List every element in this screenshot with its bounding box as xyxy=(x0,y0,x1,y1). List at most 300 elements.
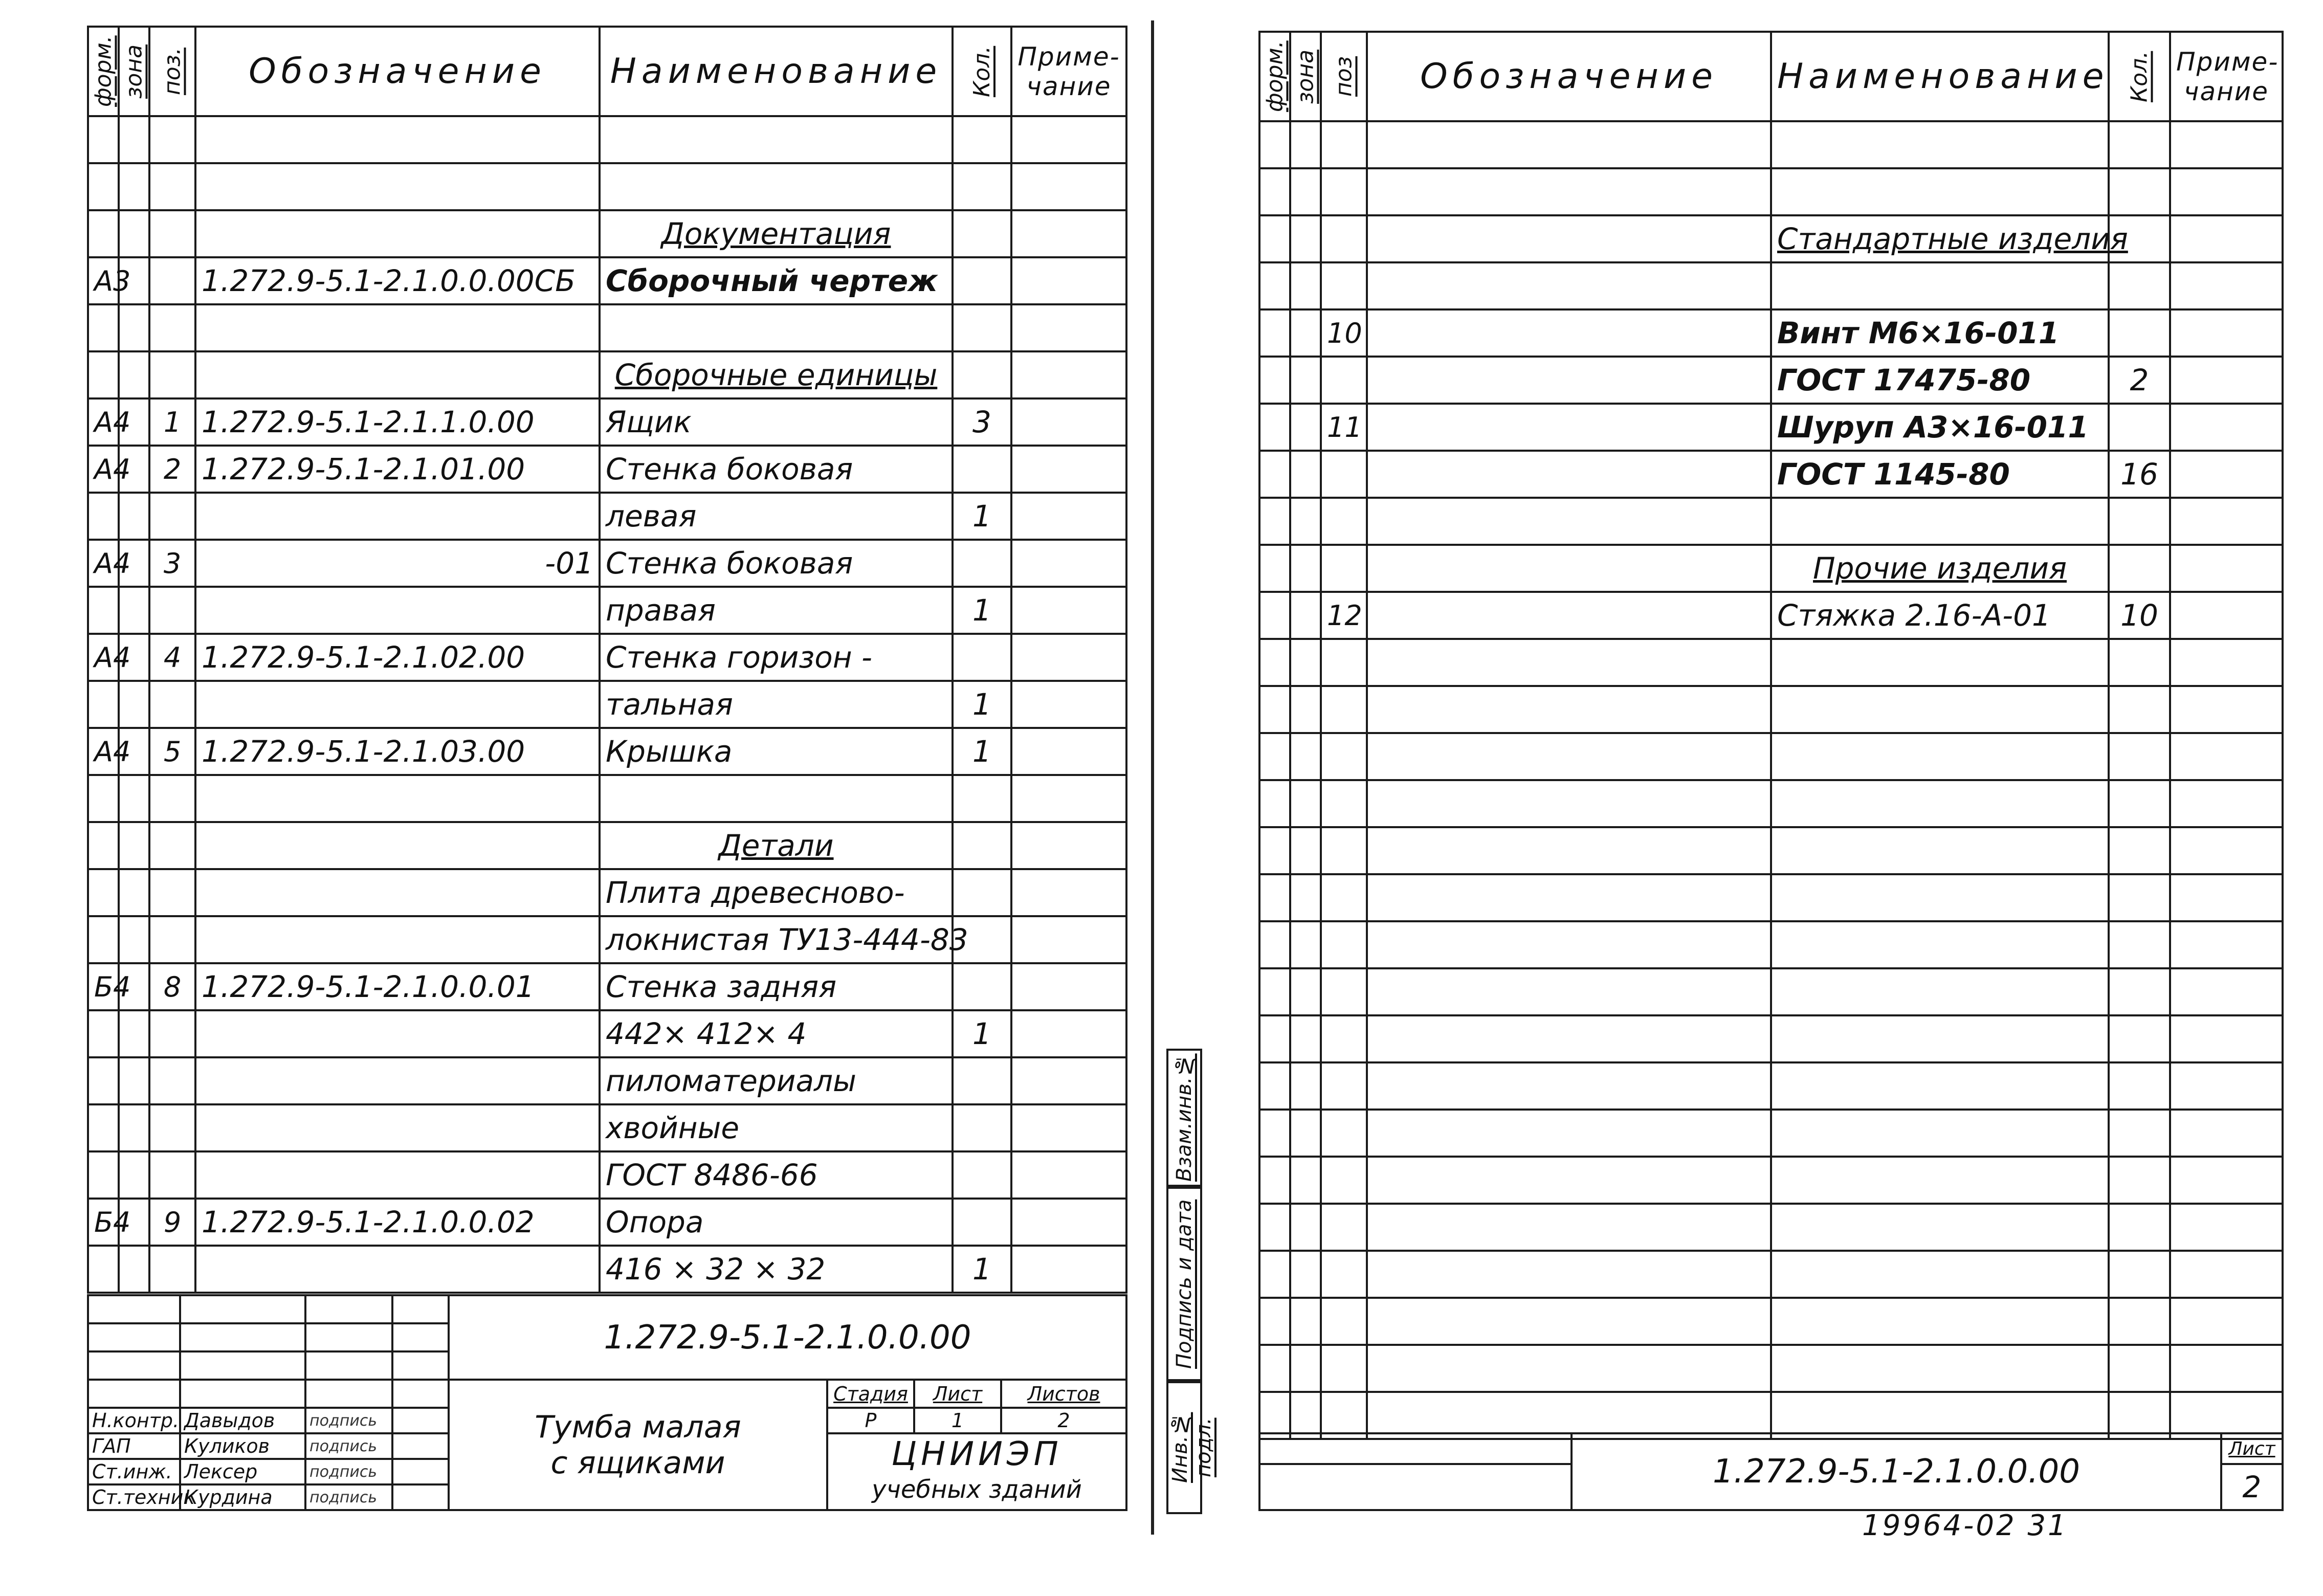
cell-format xyxy=(1259,1110,1290,1157)
cell-name xyxy=(1771,121,2109,168)
cell-quantity xyxy=(2109,921,2170,968)
cell-zone xyxy=(1290,592,1321,639)
cell-format xyxy=(1259,404,1290,451)
cell-quantity xyxy=(953,446,1011,493)
cell-quantity xyxy=(2109,639,2170,686)
cell-name: Документация xyxy=(600,210,953,257)
cell-designation: 1.272.9-5.1-2.1.03.00 xyxy=(195,728,600,775)
table-row xyxy=(88,963,1126,1010)
cell-designation xyxy=(1367,592,1771,639)
cell-designation xyxy=(1367,168,1771,215)
cell-designation xyxy=(1367,1251,1771,1298)
cell-quantity xyxy=(2109,1110,2170,1157)
cell-designation: 1.272.9-5.1-2.1.0.0.00СБ xyxy=(195,257,600,304)
cell-note xyxy=(1011,1104,1126,1151)
cell-zone xyxy=(119,587,149,634)
org-line1: ЦНИИЭП xyxy=(891,1435,1063,1473)
cell-designation: 1.272.9-5.1-2.1.0.0.02 xyxy=(195,1199,600,1246)
cell-name xyxy=(1771,262,2109,309)
table-row xyxy=(88,304,1126,351)
footer-block xyxy=(1258,1432,2284,1511)
signature-3: подпись xyxy=(305,1484,392,1510)
cell-note xyxy=(2170,545,2283,592)
cell-zone xyxy=(1290,874,1321,921)
side-label-0: Взам.инв.№ xyxy=(1172,1053,1196,1182)
cell-note xyxy=(2170,262,2283,309)
cell-zone xyxy=(1290,921,1321,968)
role-2: Ст.инж. xyxy=(88,1459,180,1484)
cell-zone xyxy=(119,1151,149,1199)
title-item-line1: Тумба малая xyxy=(535,1409,741,1445)
cell-zone xyxy=(1290,215,1321,262)
cell-name: Детали xyxy=(600,822,953,869)
header-designation: Обозначение xyxy=(195,27,600,116)
cell-designation xyxy=(1367,309,1771,357)
cell-format xyxy=(88,304,119,351)
cell-designation: 1.272.9-5.1-2.1.0.0.01 xyxy=(195,963,600,1010)
table-row xyxy=(1259,874,2283,921)
cell-position xyxy=(149,869,195,916)
cell-name: Сборочные единицы xyxy=(600,351,953,398)
cell-position xyxy=(1321,168,1367,215)
cell-format: А4 xyxy=(88,398,119,446)
cell-designation xyxy=(1367,1345,1771,1392)
cell-note xyxy=(1011,916,1126,963)
cell-position xyxy=(1321,1345,1367,1392)
cell-zone xyxy=(119,1104,149,1151)
cell-designation: 1.272.9-5.1-2.1.1.0.00 xyxy=(195,398,600,446)
cell-name xyxy=(1771,780,2109,827)
cell-format: А4 xyxy=(88,540,119,587)
cell-quantity xyxy=(2109,1157,2170,1204)
side-label-signature xyxy=(1166,1187,1202,1381)
cell-format xyxy=(88,493,119,540)
cell-position: 4 xyxy=(149,634,195,681)
spec-sheet-1 xyxy=(0,0,1156,1596)
cell-note xyxy=(2170,686,2283,733)
cell-position xyxy=(149,493,195,540)
cell-position: 10 xyxy=(1321,309,1367,357)
cell-note xyxy=(1011,304,1126,351)
cell-designation xyxy=(195,822,600,869)
cell-format: А4 xyxy=(88,446,119,493)
cell-format xyxy=(1259,780,1290,827)
cell-designation xyxy=(1367,733,1771,780)
header-quantity: Кол. xyxy=(953,27,1011,116)
cell-note xyxy=(2170,1157,2283,1204)
header-name: Наименование xyxy=(600,27,953,116)
cell-name: Ящик xyxy=(600,398,953,446)
cell-name xyxy=(1771,1015,2109,1062)
cell-name: Сборочный чертеж xyxy=(600,257,953,304)
cell-zone xyxy=(119,116,149,163)
organization xyxy=(827,1433,1126,1510)
cell-zone xyxy=(1290,686,1321,733)
cell-zone xyxy=(119,163,149,210)
cell-designation xyxy=(195,869,600,916)
cell-name xyxy=(1771,1251,2109,1298)
cell-note xyxy=(1011,398,1126,446)
cell-quantity xyxy=(2109,1298,2170,1345)
table-row xyxy=(88,540,1126,587)
cell-format xyxy=(88,869,119,916)
table-row xyxy=(88,351,1126,398)
table-row xyxy=(88,775,1126,822)
cell-name xyxy=(1771,1345,2109,1392)
header-row xyxy=(88,27,1126,116)
cell-note xyxy=(1011,587,1126,634)
cell-name xyxy=(600,304,953,351)
cell-note xyxy=(1011,446,1126,493)
cell-position xyxy=(149,822,195,869)
cell-name xyxy=(1771,921,2109,968)
cell-name: Крышка xyxy=(600,728,953,775)
cell-quantity xyxy=(953,822,1011,869)
cell-name: тальная xyxy=(600,681,953,728)
cell-name: ГОСТ 8486-66 xyxy=(600,1151,953,1199)
cell-position xyxy=(149,587,195,634)
cell-format xyxy=(1259,1345,1290,1392)
cell-name xyxy=(1771,168,2109,215)
cell-name xyxy=(1771,1110,2109,1157)
sheets-label: Листов xyxy=(1001,1380,1126,1408)
cell-position xyxy=(149,775,195,822)
cell-designation xyxy=(1367,357,1771,404)
cell-designation xyxy=(1367,1204,1771,1251)
cell-note xyxy=(2170,1204,2283,1251)
cell-zone xyxy=(119,493,149,540)
cell-format xyxy=(1259,827,1290,874)
cell-name xyxy=(1771,1157,2109,1204)
cell-note xyxy=(1011,493,1126,540)
table-row xyxy=(88,728,1126,775)
cell-format xyxy=(1259,733,1290,780)
role-0: Н.контр. xyxy=(88,1408,180,1433)
cell-position: 8 xyxy=(149,963,195,1010)
cell-designation: 1.272.9-5.1-2.1.01.00 xyxy=(195,446,600,493)
cell-format: А3 xyxy=(88,257,119,304)
cell-name xyxy=(1771,1298,2109,1345)
cell-note xyxy=(2170,309,2283,357)
table-row xyxy=(1259,1251,2283,1298)
table-row xyxy=(88,869,1126,916)
cell-format xyxy=(1259,592,1290,639)
cell-designation xyxy=(195,1151,600,1199)
name-2: Лексер xyxy=(180,1459,305,1484)
cell-zone xyxy=(1290,1062,1321,1110)
cell-name xyxy=(600,163,953,210)
footer-sheet-number: 2 xyxy=(2221,1464,2283,1510)
cell-zone xyxy=(119,210,149,257)
cell-note xyxy=(1011,775,1126,822)
cell-name: Стенка горизон - xyxy=(600,634,953,681)
cell-quantity xyxy=(2109,827,2170,874)
cell-format xyxy=(88,163,119,210)
cell-position xyxy=(149,1010,195,1057)
cell-designation xyxy=(1367,545,1771,592)
cell-designation xyxy=(1367,874,1771,921)
table-row xyxy=(88,587,1126,634)
cell-name: левая xyxy=(600,493,953,540)
sheet-label: Лист xyxy=(914,1380,1001,1408)
cell-zone xyxy=(1290,309,1321,357)
cell-zone xyxy=(1290,1204,1321,1251)
cell-position xyxy=(1321,780,1367,827)
cell-designation: -01 xyxy=(195,540,600,587)
cell-note xyxy=(2170,874,2283,921)
cell-note xyxy=(1011,1151,1126,1199)
cell-position xyxy=(1321,1251,1367,1298)
cell-note xyxy=(1011,210,1126,257)
cell-quantity xyxy=(2109,168,2170,215)
cell-designation xyxy=(1367,1110,1771,1157)
cell-note xyxy=(1011,822,1126,869)
cell-quantity xyxy=(953,1151,1011,1199)
cell-position xyxy=(1321,1062,1367,1110)
table-row xyxy=(1259,1062,2283,1110)
cell-format xyxy=(1259,121,1290,168)
cell-zone xyxy=(1290,968,1321,1015)
cell-name xyxy=(1771,968,2109,1015)
cell-zone xyxy=(119,1010,149,1057)
cell-quantity xyxy=(2109,733,2170,780)
cell-designation xyxy=(1367,968,1771,1015)
table-row xyxy=(1259,404,2283,451)
sheet-value: 1 xyxy=(914,1408,1001,1433)
footer-sheet-label: Лист xyxy=(2221,1433,2283,1464)
cell-quantity xyxy=(953,1104,1011,1151)
table-row xyxy=(1259,309,2283,357)
table-row xyxy=(88,1151,1126,1199)
cell-zone xyxy=(1290,121,1321,168)
cell-position: 3 xyxy=(149,540,195,587)
cell-designation xyxy=(195,587,600,634)
cell-quantity xyxy=(2109,498,2170,545)
spec-table-sheet-1 xyxy=(87,26,1127,1294)
cell-note xyxy=(1011,634,1126,681)
cell-format xyxy=(88,1246,119,1293)
cell-format xyxy=(1259,1298,1290,1345)
cell-quantity xyxy=(2109,121,2170,168)
title-doc-code: 1.272.9-5.1-2.1.0.0.00 xyxy=(449,1295,1126,1380)
cell-name xyxy=(600,775,953,822)
cell-name: Стенка задняя xyxy=(600,963,953,1010)
side-label-1: Подпись и дата xyxy=(1172,1199,1196,1369)
header-zone: зона xyxy=(119,27,149,116)
table-row xyxy=(1259,451,2283,498)
cell-format xyxy=(88,1010,119,1057)
cell-note xyxy=(2170,121,2283,168)
cell-position xyxy=(149,1151,195,1199)
cell-zone xyxy=(1290,780,1321,827)
cell-format xyxy=(88,775,119,822)
cell-note xyxy=(2170,921,2283,968)
cell-position xyxy=(1321,215,1367,262)
side-label-replacement xyxy=(1166,1049,1202,1187)
cell-name: Плита древесново- xyxy=(600,869,953,916)
cell-zone xyxy=(1290,498,1321,545)
side-label-inventory xyxy=(1166,1381,1215,1514)
cell-designation xyxy=(1367,1062,1771,1110)
cell-position: 11 xyxy=(1321,404,1367,451)
table-row xyxy=(1259,1157,2283,1204)
cell-designation xyxy=(195,163,600,210)
title-item-line2: с ящиками xyxy=(550,1445,725,1481)
spec-sheet-2 xyxy=(1166,0,2323,1596)
cell-name: локнистая ТУ13-444-83 xyxy=(600,916,953,963)
cell-note xyxy=(2170,215,2283,262)
cell-designation xyxy=(1367,121,1771,168)
cell-position xyxy=(1321,1015,1367,1062)
cell-format xyxy=(88,351,119,398)
cell-designation xyxy=(195,1010,600,1057)
table-row xyxy=(1259,1298,2283,1345)
cell-designation xyxy=(1367,827,1771,874)
cell-note xyxy=(1011,351,1126,398)
cell-zone xyxy=(1290,357,1321,404)
cell-name xyxy=(1771,1204,2109,1251)
cell-format xyxy=(1259,262,1290,309)
table-row xyxy=(88,1246,1126,1293)
cell-zone xyxy=(119,351,149,398)
header-note: Приме-чание xyxy=(1011,27,1126,116)
cell-position: 9 xyxy=(149,1199,195,1246)
cell-quantity: 16 xyxy=(2109,451,2170,498)
cell-designation xyxy=(195,351,600,398)
cell-quantity xyxy=(953,869,1011,916)
cell-zone xyxy=(1290,545,1321,592)
table-row xyxy=(1259,968,2283,1015)
cell-position xyxy=(149,1057,195,1104)
cell-designation xyxy=(195,1057,600,1104)
cell-designation xyxy=(195,1246,600,1293)
cell-quantity xyxy=(953,634,1011,681)
cell-format xyxy=(1259,1204,1290,1251)
cell-note xyxy=(1011,116,1126,163)
table-row xyxy=(88,210,1126,257)
cell-quantity xyxy=(953,1057,1011,1104)
cell-format xyxy=(1259,1015,1290,1062)
cell-note xyxy=(1011,1246,1126,1293)
header-zone-2: зона xyxy=(1290,32,1321,121)
cell-format: А4 xyxy=(88,728,119,775)
cell-format xyxy=(1259,1062,1290,1110)
table-row xyxy=(88,634,1126,681)
cell-zone xyxy=(1290,1345,1321,1392)
cell-quantity xyxy=(2109,780,2170,827)
cell-format xyxy=(1259,921,1290,968)
cell-designation xyxy=(1367,921,1771,968)
cell-designation xyxy=(1367,498,1771,545)
cell-name: 442× 412× 4 xyxy=(600,1010,953,1057)
table-row xyxy=(1259,733,2283,780)
cell-note xyxy=(2170,592,2283,639)
cell-name: Прочие изделия xyxy=(1771,545,2109,592)
table-row xyxy=(88,446,1126,493)
cell-position xyxy=(1321,1110,1367,1157)
cell-note xyxy=(2170,968,2283,1015)
cell-name xyxy=(1771,1062,2109,1110)
cell-zone xyxy=(1290,168,1321,215)
cell-name xyxy=(1771,639,2109,686)
cell-quantity xyxy=(2109,1345,2170,1392)
cell-designation xyxy=(1367,686,1771,733)
cell-note xyxy=(2170,1062,2283,1110)
cell-position xyxy=(1321,1204,1367,1251)
cell-position: 5 xyxy=(149,728,195,775)
role-3: Ст.техник xyxy=(88,1484,180,1510)
cell-zone xyxy=(1290,827,1321,874)
cell-name: Стандартные изделия xyxy=(1771,215,2109,262)
cell-name: хвойные xyxy=(600,1104,953,1151)
cell-format xyxy=(88,210,119,257)
cell-format: А4 xyxy=(88,634,119,681)
table-row xyxy=(88,681,1126,728)
cell-quantity xyxy=(2109,1251,2170,1298)
cell-name: ГОСТ 17475-80 xyxy=(1771,357,2109,404)
table-row xyxy=(88,398,1126,446)
cell-name: Стенка боковая xyxy=(600,540,953,587)
table-row xyxy=(1259,1204,2283,1251)
cell-zone xyxy=(1290,1157,1321,1204)
cell-name: Винт М6×16-011 xyxy=(1771,309,2109,357)
cell-format xyxy=(1259,1251,1290,1298)
cell-zone xyxy=(119,775,149,822)
cell-quantity xyxy=(953,1199,1011,1246)
cell-format xyxy=(88,681,119,728)
cell-designation xyxy=(195,116,600,163)
name-3: Курдина xyxy=(180,1484,305,1510)
cell-format xyxy=(1259,1157,1290,1204)
table-row xyxy=(88,1010,1126,1057)
table-row xyxy=(1259,686,2283,733)
signature-0: подпись xyxy=(305,1408,392,1433)
cell-designation xyxy=(195,304,600,351)
cell-designation xyxy=(1367,639,1771,686)
cell-designation xyxy=(1367,780,1771,827)
table-row xyxy=(1259,1110,2283,1157)
cell-quantity xyxy=(953,116,1011,163)
cell-format xyxy=(1259,639,1290,686)
cell-format xyxy=(1259,168,1290,215)
cell-name: Опора xyxy=(600,1199,953,1246)
cell-name xyxy=(1771,827,2109,874)
cell-note xyxy=(2170,498,2283,545)
cell-format xyxy=(88,1104,119,1151)
cell-format xyxy=(88,1151,119,1199)
cell-format xyxy=(1259,215,1290,262)
cell-format xyxy=(1259,357,1290,404)
cell-zone xyxy=(1290,1251,1321,1298)
header-format: форм. xyxy=(88,27,119,116)
table-row xyxy=(1259,262,2283,309)
cell-position xyxy=(149,681,195,728)
cell-quantity xyxy=(2109,874,2170,921)
cell-zone xyxy=(1290,1015,1321,1062)
cell-quantity: 2 xyxy=(2109,357,2170,404)
header-quantity-2: Кол. xyxy=(2109,32,2170,121)
table-row xyxy=(88,163,1126,210)
cell-quantity: 10 xyxy=(2109,592,2170,639)
table-row xyxy=(88,916,1126,963)
cell-format xyxy=(88,116,119,163)
cell-format xyxy=(88,916,119,963)
cell-format xyxy=(1259,309,1290,357)
cell-position xyxy=(1321,686,1367,733)
cell-quantity xyxy=(953,304,1011,351)
cell-format xyxy=(88,1057,119,1104)
header-position: поз. xyxy=(149,27,195,116)
